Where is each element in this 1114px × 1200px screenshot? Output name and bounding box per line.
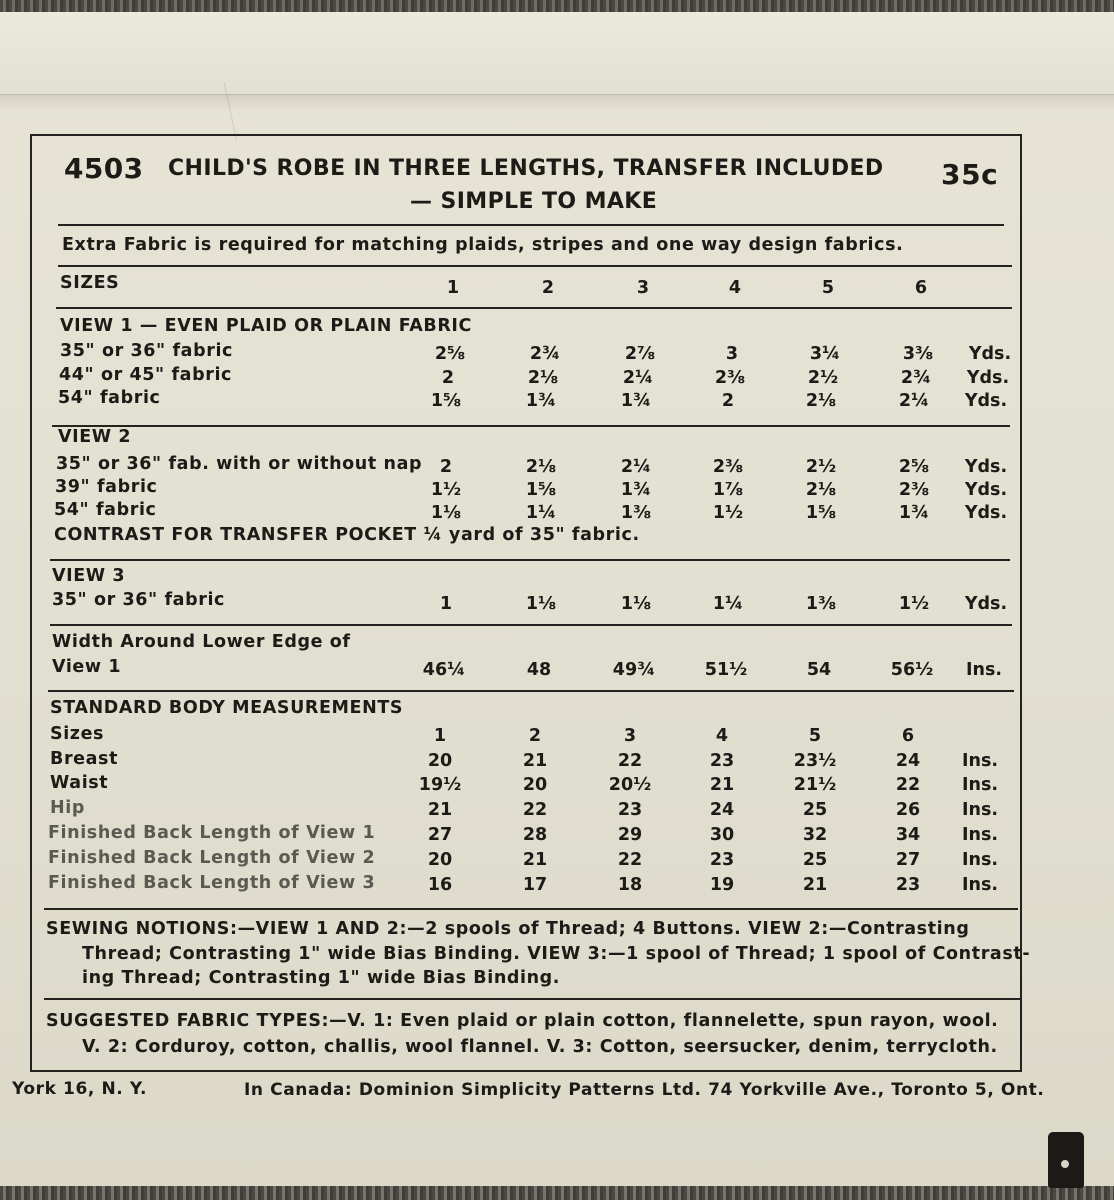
view3-heading: VIEW 3	[52, 566, 126, 586]
cell-size-4: 19	[709, 875, 735, 895]
cell-size-3: 2¼	[620, 457, 652, 477]
cell-size-4: 2	[721, 391, 735, 411]
view1-row-label: 35" or 36" fabric	[60, 341, 234, 361]
cell-size-3: 20½	[608, 775, 652, 795]
cell-size-3: 18	[617, 875, 643, 895]
cell-size-1: 19½	[418, 775, 462, 795]
sizes-label: SIZES	[60, 273, 120, 293]
cell-size-6: 2¼	[898, 391, 930, 411]
cell-size-3: 2¼	[622, 368, 654, 388]
cell-unit: Ins.	[965, 660, 1003, 680]
sewing-notions-line1: SEWING NOTIONS:—VIEW 1 AND 2:—2 spools of Thread; 4 Buttons. VIEW 2:—Contrasting	[46, 919, 970, 939]
footer-address-canada: In Canada: Dominion Simplicity Patterns Ltd. 74 Yorkville Ave., Toronto 5, Ont.	[244, 1080, 1045, 1100]
cell-unit: Ins.	[961, 875, 999, 895]
cell-size-2: 1⅝	[525, 480, 557, 500]
cell-size-3: 1⅛	[620, 594, 652, 614]
cell-size-5: 1⅜	[805, 594, 837, 614]
pattern-subtitle: — SIMPLE TO MAKE	[410, 189, 658, 214]
cell-size-2: 22	[522, 800, 548, 820]
body-row-label: Finished Back Length of View 1	[48, 823, 376, 843]
cell-size-1: 1⅛	[430, 503, 462, 523]
cell-size-5: 23½	[793, 751, 837, 771]
view1-row-label: 44" or 45" fabric	[59, 365, 233, 385]
body-row-label: Finished Back Length of View 3	[48, 873, 376, 893]
divider	[52, 425, 1010, 427]
cell-size-6: 56½	[890, 660, 934, 680]
cell-size-3: 23	[617, 800, 643, 820]
divider	[44, 908, 1018, 910]
cell-unit: Yds.	[966, 368, 1010, 388]
cell-size-6: 2⅜	[898, 480, 930, 500]
view1-row-label: 54" fabric	[58, 388, 161, 408]
cell-size-4: 51½	[704, 660, 748, 680]
cell-size-3: 22	[617, 850, 643, 870]
cell-size-3: 49¾	[612, 660, 656, 680]
cell-size-3: 29	[617, 825, 643, 845]
cell-size-4: 1¼	[712, 594, 744, 614]
envelope-seal-tab	[1048, 1132, 1084, 1188]
cell-size-5: 21	[802, 875, 828, 895]
cell-size-3: 1⅜	[620, 503, 652, 523]
cell-size-5: 3¼	[809, 344, 841, 364]
cell-size-2: 21	[522, 850, 548, 870]
cell-size-6: 23	[895, 875, 921, 895]
cell-size-6: 2⅝	[898, 457, 930, 477]
cell-size-2: 21	[522, 751, 548, 771]
cell-size-5: 2½	[807, 368, 839, 388]
divider	[50, 624, 1012, 626]
cell-size-4: 2⅜	[714, 368, 746, 388]
view2-row-label: 35" or 36" fab. with or without nap	[56, 454, 423, 474]
cell-unit: Ins.	[961, 800, 999, 820]
cell-size-2: 2	[528, 726, 542, 746]
cell-unit: Ins.	[961, 775, 999, 795]
cell-size-2: 2⅛	[527, 368, 559, 388]
extra-fabric-note: Extra Fabric is required for matching plaids, stripes and one way design fabrics.	[62, 235, 904, 255]
cell-size-4: 4	[728, 278, 742, 298]
body-row-label: Breast	[50, 749, 119, 769]
cell-size-6: 34	[895, 825, 921, 845]
cell-size-5: 2⅛	[805, 480, 837, 500]
cell-size-2: 28	[522, 825, 548, 845]
cell-size-1: 1½	[430, 480, 462, 500]
cell-size-3: 22	[617, 751, 643, 771]
cell-size-1: 27	[427, 825, 453, 845]
cell-size-1: 2	[439, 457, 453, 477]
cell-size-1: 1⅝	[430, 391, 462, 411]
cell-size-6: 6	[901, 726, 915, 746]
envelope-fold-shadow	[0, 94, 1114, 112]
cell-size-4: 30	[709, 825, 735, 845]
cell-size-6: 1½	[898, 594, 930, 614]
body-row-label: Hip	[50, 798, 85, 818]
cell-size-4: 1⅞	[712, 480, 744, 500]
cell-size-5: 25	[802, 850, 828, 870]
divider	[50, 559, 1010, 561]
cell-size-3: 2⅞	[624, 344, 656, 364]
cell-size-2: 48	[526, 660, 552, 680]
cell-size-4: 21	[709, 775, 735, 795]
cell-size-2: 2	[541, 278, 555, 298]
cell-size-1: 2⅝	[434, 344, 466, 364]
transfer-pocket-contrast: CONTRAST FOR TRANSFER POCKET ¼ yard of 35" fabric.	[54, 525, 640, 545]
cell-size-6: 24	[895, 751, 921, 771]
cell-size-1: 16	[427, 875, 453, 895]
view2-row-label: 39" fabric	[55, 477, 158, 497]
footer-address-left: York 16, N. Y.	[12, 1079, 148, 1099]
cell-unit: Ins.	[961, 825, 999, 845]
cell-size-4: 1½	[712, 503, 744, 523]
seal-hole-icon	[1061, 1160, 1069, 1168]
cell-size-5: 21½	[793, 775, 837, 795]
body-measurements-heading: STANDARD BODY MEASUREMENTS	[50, 698, 404, 718]
cell-size-3: 3	[623, 726, 637, 746]
view1-heading: VIEW 1 — EVEN PLAID OR PLAIN FABRIC	[60, 316, 472, 336]
cell-size-4: 3	[725, 344, 739, 364]
cell-size-6: 6	[914, 278, 928, 298]
cell-unit: Yds.	[964, 391, 1008, 411]
cell-size-5: 2⅛	[805, 391, 837, 411]
body-row-label: Waist	[50, 773, 109, 793]
cell-size-5: 5	[808, 726, 822, 746]
view3-row-label: 35" or 36" fabric	[52, 590, 226, 610]
cell-size-3: 1¾	[620, 480, 652, 500]
cell-size-2: 17	[522, 875, 548, 895]
cell-unit: Yds.	[964, 480, 1008, 500]
cell-size-2: 2⅛	[525, 457, 557, 477]
cell-size-6: 26	[895, 800, 921, 820]
cell-size-6: 2¾	[900, 368, 932, 388]
divider	[44, 998, 1020, 1000]
view2-heading: VIEW 2	[58, 427, 132, 447]
cell-size-1: 46¼	[422, 660, 466, 680]
cell-unit: Yds.	[964, 457, 1008, 477]
sewing-notions-line2: Thread; Contrasting 1" wide Bias Binding. VIEW 3:—1 spool of Thread; 1 spool of Contrast-	[82, 944, 1031, 964]
cell-size-6: 1¾	[898, 503, 930, 523]
cell-size-5: 54	[806, 660, 832, 680]
cell-size-4: 24	[709, 800, 735, 820]
pattern-price: 35c	[941, 158, 999, 191]
cell-size-2: 1¾	[525, 391, 557, 411]
fabric-types-line2: V. 2: Corduroy, cotton, challis, wool flannel. V. 3: Cotton, seersucker, denim, terrycloth.	[82, 1037, 998, 1057]
cell-size-4: 23	[709, 850, 735, 870]
cell-size-1: 1	[439, 594, 453, 614]
envelope-top-band	[0, 12, 1114, 95]
cell-size-1: 21	[427, 800, 453, 820]
cell-size-4: 4	[715, 726, 729, 746]
cell-size-4: 2⅜	[712, 457, 744, 477]
cell-size-1: 20	[427, 751, 453, 771]
cell-size-5: 25	[802, 800, 828, 820]
pattern-title: CHILD'S ROBE IN THREE LENGTHS, TRANSFER INCLUDED	[168, 156, 884, 181]
pattern-number: 4503	[64, 152, 144, 185]
carpet-background-bottom	[0, 1186, 1114, 1200]
cell-size-1: 1	[446, 278, 460, 298]
divider	[56, 307, 1012, 309]
cell-size-3: 3	[636, 278, 650, 298]
cell-size-5: 2½	[805, 457, 837, 477]
view2-row-label: 54" fabric	[54, 500, 157, 520]
cell-size-2: 1⅛	[525, 594, 557, 614]
cell-size-5: 32	[802, 825, 828, 845]
cell-unit: Yds.	[968, 344, 1012, 364]
cell-size-5: 1⅝	[805, 503, 837, 523]
width-label-line2: View 1	[52, 657, 122, 677]
body-row-label: Finished Back Length of View 2	[48, 848, 376, 868]
cell-size-6: 3⅜	[902, 344, 934, 364]
sewing-notions-line3: ing Thread; Contrasting 1" wide Bias Binding.	[82, 968, 561, 988]
body-row-label: Sizes	[50, 724, 105, 744]
divider	[58, 265, 1012, 267]
cell-size-2: 1¼	[525, 503, 557, 523]
cell-size-6: 27	[895, 850, 921, 870]
divider	[48, 690, 1014, 692]
cell-unit: Yds.	[964, 594, 1008, 614]
width-label-line1: Width Around Lower Edge of	[52, 632, 351, 652]
cell-unit: Yds.	[964, 503, 1008, 523]
cell-size-5: 5	[821, 278, 835, 298]
cell-size-3: 1¾	[620, 391, 652, 411]
cell-size-1: 20	[427, 850, 453, 870]
cell-size-4: 23	[709, 751, 735, 771]
cell-size-2: 20	[522, 775, 548, 795]
cell-size-1: 1	[433, 726, 447, 746]
cell-unit: Ins.	[961, 850, 999, 870]
cell-unit: Ins.	[961, 751, 999, 771]
fabric-types-line1: SUGGESTED FABRIC TYPES:—V. 1: Even plaid or plain cotton, flannelette, spun rayon, wool.	[46, 1011, 999, 1031]
cell-size-6: 22	[895, 775, 921, 795]
cell-size-2: 2¾	[529, 344, 561, 364]
divider	[58, 224, 1004, 226]
cell-size-1: 2	[441, 368, 455, 388]
